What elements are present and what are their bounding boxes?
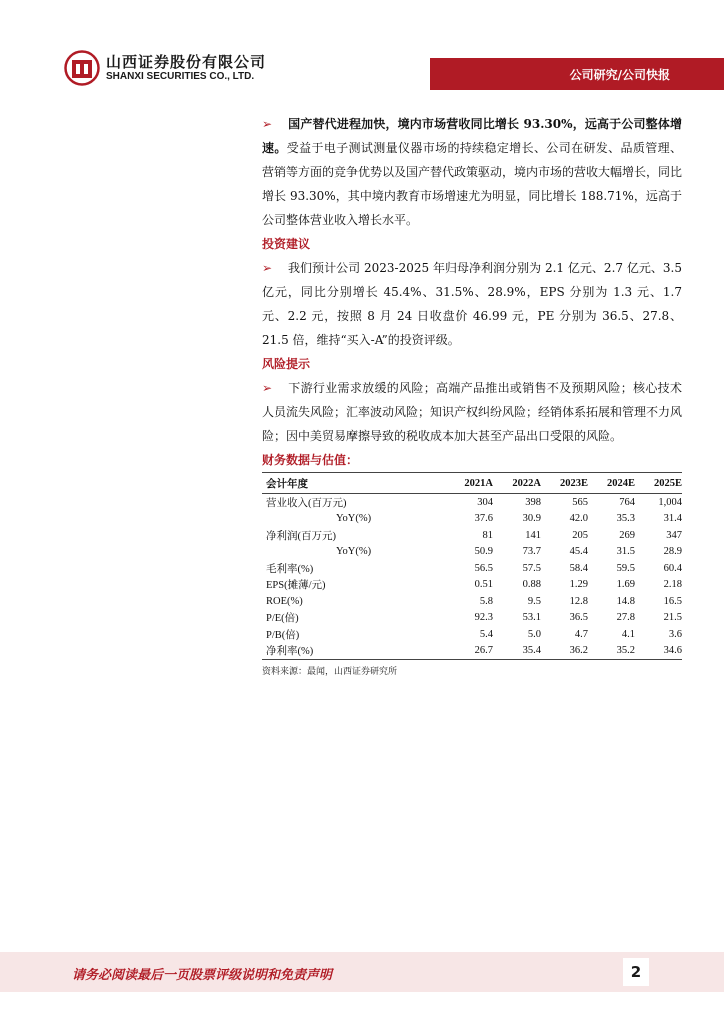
table-cell: 269 xyxy=(619,529,635,541)
row-label: P/E(倍) xyxy=(266,613,299,625)
row-label: ROE(%) xyxy=(266,595,303,607)
report-type-label: 公司研究/公司快报 xyxy=(569,68,670,82)
table-cell: 31.5 xyxy=(616,546,635,558)
table-row xyxy=(262,626,682,643)
table-row xyxy=(262,494,682,511)
table-cell: 31.4 xyxy=(663,513,682,525)
table-cell: 81 xyxy=(482,529,494,541)
company-logo-icon xyxy=(64,50,100,86)
growth-paragraph xyxy=(262,112,682,232)
table-cell: 14.8 xyxy=(616,595,635,607)
risk-paragraph xyxy=(262,376,682,448)
table-cell: 1.29 xyxy=(569,579,588,591)
table-cell: 92.3 xyxy=(474,612,494,624)
risk-text: 下游行业需求放缓的风险；高端产品推出或销售不及预期风险；核心技术人员流失风险；汇率波动风险；知识产权纠纷风险；经销体系拓展和管理不力风险；因中美贸易摩擦导致的税收成本加大甚至产品出口受限的风险。 xyxy=(262,381,683,443)
table-cell: 27.8 xyxy=(616,612,635,624)
table-cell: 45.4 xyxy=(569,546,588,558)
row-label: P/B(倍) xyxy=(266,629,300,641)
table-cell: 53.1 xyxy=(522,612,541,624)
table-header-cell: 2024E xyxy=(588,473,635,494)
table-cell: 4.7 xyxy=(574,628,588,640)
report-type-banner xyxy=(430,58,724,90)
table-row xyxy=(262,577,682,594)
table-row xyxy=(262,527,682,544)
table-cell: 35.3 xyxy=(616,513,635,525)
table-cell: 0.51 xyxy=(474,579,494,591)
risk-section-title: 风险提示 xyxy=(262,357,311,371)
growth-text: 受益于电子测试测量仪器市场的持续稳定增长、公司在研发、品质管理、营销等方面的竞争优势以及国产替代政策驱动，境内市场的营收大幅增长，同比增长 93.30%，其中境内教育市场增速尤为明显，同比增长 188.71%，远高于公司整体营业收入增长水平。 xyxy=(262,141,683,227)
page-footer xyxy=(0,952,724,992)
table-row xyxy=(262,511,682,528)
row-label: 净利率(%) xyxy=(262,643,445,660)
table-cell: 5.0 xyxy=(527,628,541,640)
table-cell: 35.4 xyxy=(493,643,541,660)
table-cell: 16.5 xyxy=(663,595,682,607)
invest-paragraph xyxy=(262,256,682,352)
table-row xyxy=(262,610,682,627)
bullet-arrow-icon: ➢ xyxy=(262,117,273,131)
table-cell: 205 xyxy=(572,529,588,541)
main-content xyxy=(262,112,682,677)
invest-text: 我们预计公司 2023-2025 年归母净利润分别为 2.1 亿元、2.7 亿元、3.5 亿元，同比分别增长 45.4%、31.5%、28.9%，EPS 分别为 1.3 元、1.7 元、2.2 元，按照 8 月 24 日收盘价 46.99 元，PE 分别为 36.5、27.8、21.5 倍，维持“买入-A”的投资评级。 xyxy=(262,261,682,347)
table-cell: 26.7 xyxy=(445,643,493,660)
table-cell: 141 xyxy=(525,529,541,541)
row-label: EPS(摊薄/元) xyxy=(266,580,326,592)
table-cell: 42.0 xyxy=(569,513,588,525)
table-cell: 34.6 xyxy=(635,643,682,660)
growth-headline: 国产替代进程加快，境内市场营收同比增长 93.30%，远高于公司整体增速。 xyxy=(262,117,682,155)
table-cell: 0.88 xyxy=(522,579,541,591)
table-cell: 60.4 xyxy=(663,562,682,574)
bullet-arrow-icon: ➢ xyxy=(262,381,273,395)
table-cell: 37.6 xyxy=(474,513,494,525)
table-cell: 304 xyxy=(477,496,494,508)
table-cell: 36.2 xyxy=(541,643,588,660)
table-cell: 1,004 xyxy=(658,496,682,508)
table-header-cell: 2025E xyxy=(635,473,682,494)
table-header-cell: 2023E xyxy=(541,473,588,494)
row-label: 净利润(百万元) xyxy=(266,530,336,542)
table-title: 财务数据与估值： xyxy=(262,453,359,467)
table-cell: 12.8 xyxy=(569,595,588,607)
table-cell: 764 xyxy=(619,496,635,508)
table-cell: 50.9 xyxy=(474,546,494,558)
table-cell: 57.5 xyxy=(522,562,541,574)
table-header-cell: 2022A xyxy=(493,473,541,494)
company-name-en: SHANXI SECURITIES CO., LTD. xyxy=(106,71,255,82)
page-number: 2 xyxy=(623,958,649,986)
bullet-arrow-icon: ➢ xyxy=(262,261,273,275)
table-header-cell: 会计年度 xyxy=(262,473,445,494)
table-cell: 9.5 xyxy=(527,595,541,607)
disclaimer-notice: 请务必阅读最后一页股票评级说明和免责声明 xyxy=(72,968,333,983)
table-cell: 21.5 xyxy=(663,612,682,624)
table-header-row xyxy=(262,473,682,494)
company-name-cn: 山西证券股份有限公司 xyxy=(106,53,267,71)
table-cell: 2.18 xyxy=(663,579,682,591)
table-row xyxy=(262,544,682,561)
data-source-note: 资料来源：最闻，山西证券研究所 xyxy=(262,667,398,677)
table-cell: 347 xyxy=(666,529,682,541)
table-cell: 4.1 xyxy=(621,628,635,640)
table-cell: 28.9 xyxy=(663,546,682,558)
row-label: 营业收入(百万元) xyxy=(266,497,347,509)
row-label: 毛利率(%) xyxy=(266,563,314,575)
table-cell: 56.5 xyxy=(474,562,494,574)
table-cell: 58.4 xyxy=(569,562,588,574)
page-header xyxy=(0,0,724,100)
table-row xyxy=(262,593,682,610)
table-cell: 30.9 xyxy=(522,513,541,525)
row-label: YoY(%) xyxy=(336,546,372,558)
financial-table xyxy=(262,472,682,660)
table-row xyxy=(262,643,682,660)
row-label: YoY(%) xyxy=(336,513,372,525)
table-cell: 398 xyxy=(525,496,541,508)
table-cell: 5.4 xyxy=(479,628,494,640)
table-cell: 35.2 xyxy=(588,643,635,660)
table-cell: 3.6 xyxy=(668,628,682,640)
table-row xyxy=(262,560,682,577)
table-cell: 1.69 xyxy=(616,579,635,591)
table-cell: 59.5 xyxy=(616,562,635,574)
table-cell: 73.7 xyxy=(522,546,541,558)
table-header-cell: 2021A xyxy=(445,473,493,494)
table-cell: 565 xyxy=(572,496,588,508)
table-cell: 5.8 xyxy=(479,595,494,607)
table-body xyxy=(262,494,682,660)
invest-section-title: 投资建议 xyxy=(262,237,311,251)
table-cell: 36.5 xyxy=(569,612,588,624)
